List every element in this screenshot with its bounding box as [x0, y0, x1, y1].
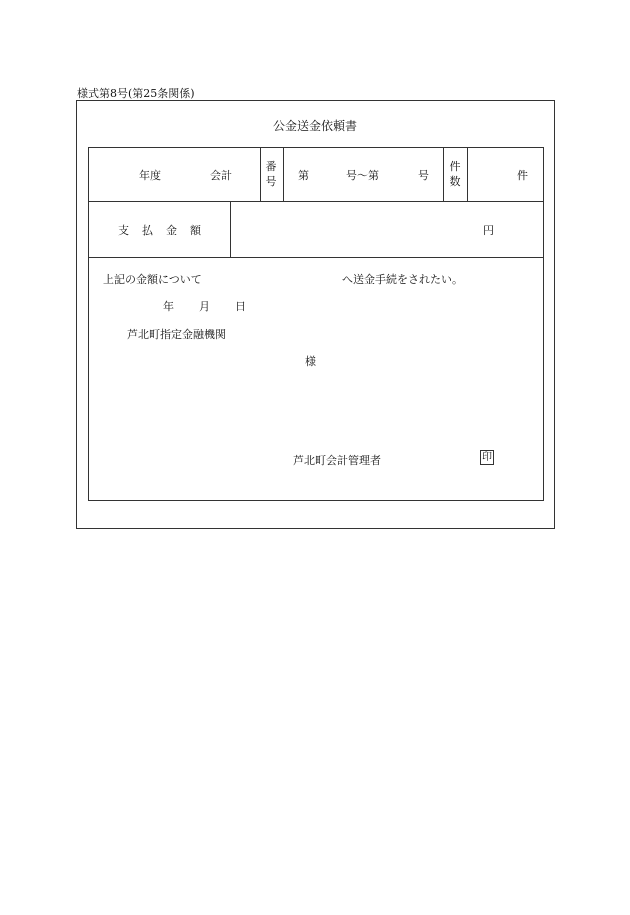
col-divider-number-label: [283, 148, 284, 201]
document-title: 公金送金依頼書: [272, 119, 357, 133]
request-prefix: 上記の金額について: [103, 273, 202, 286]
row-divider-header: [89, 201, 544, 202]
count-label: [448, 159, 462, 189]
form-table: [88, 147, 544, 501]
number-label: [264, 159, 278, 189]
date-month-label: 月: [199, 300, 210, 313]
fiscal-year-label: 年度: [139, 169, 161, 182]
date-year-label: 年: [163, 300, 174, 313]
addressee: 芦北町指定金融機関: [127, 328, 226, 341]
account-label: 会計: [210, 169, 232, 182]
request-suffix: へ送金手続をされたい。: [342, 273, 463, 286]
range-from-label: 第: [298, 169, 309, 182]
row-divider-amount: [89, 257, 544, 258]
honorific: 様: [305, 355, 316, 368]
number-label-line2: 号: [265, 175, 277, 188]
amount-label: 支 払 金 額: [118, 224, 202, 237]
count-label-line2: 数: [449, 175, 461, 188]
col-divider-account: [260, 148, 261, 201]
signer: 芦北町会計管理者: [293, 454, 381, 467]
col-divider-range: [443, 148, 444, 201]
count-label-line1: 件: [449, 160, 461, 173]
col-divider-count-label: [467, 148, 468, 201]
number-label-line1: 番: [265, 160, 277, 173]
date-day-label: 日: [235, 300, 246, 313]
seal-mark: 印: [482, 452, 492, 463]
amount-unit: 円: [483, 224, 494, 237]
range-mid-label: 号～第: [346, 169, 379, 182]
col-divider-amount-label: [230, 201, 231, 257]
range-end-label: 号: [418, 169, 429, 182]
count-unit: 件: [517, 169, 528, 182]
form-reference: 様式第8号(第25条関係): [77, 87, 195, 100]
